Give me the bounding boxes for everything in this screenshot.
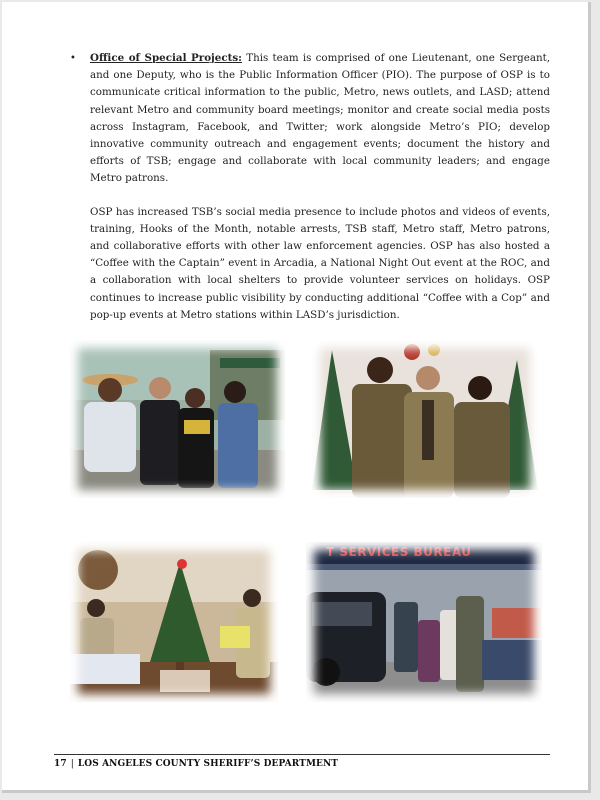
footer-org-name: LOS ANGELES COUNTY SHERIFF’S DEPARTMENT xyxy=(77,759,339,769)
body-text xyxy=(68,50,550,324)
photo-deputies-christmas xyxy=(312,340,538,498)
section-heading: Office of Special Projects: xyxy=(90,52,242,64)
document-page xyxy=(2,2,591,793)
bullet-icon: • xyxy=(70,53,76,64)
paragraph-1: This team is comprised of one Lieutenant, one Sergeant, and one Deputy, who is the Public Information Officer (PIO). The purpose of OSP is to communicate critical information to the public, Metro, news outlets, and LASD; attend relevant Metro and community board meetings; monitor and create social media posts across Instagram, Facebook, and Twitter; work alongside Metro’s PIO; develop innovative community outreach and engagement events; document the history and efforts of TSB; engage and collaborate with local community leaders; and engage Metro patrons. xyxy=(90,52,551,185)
footer-separator: | xyxy=(70,759,74,769)
page-number: 17 xyxy=(54,759,67,769)
footer-divider xyxy=(54,754,550,755)
photo-banner-text: T SERVICES BUREAU xyxy=(326,545,472,559)
paragraph-2: OSP has increased TSB’s social media presence to include photos and videos of events, training, Hooks of the Month, notable arrests, TSB staff, Metro staff, Metro patrons, and collaborative efforts with other law enforcement agencies. OSP has also hosted a “Coffee with the Captain” event in Arcadia, a National Night Out event at the ROC, and a collaboration with local shelters to provide volunteer services on holidays. OSP continues to increase public visibility by conducting additional “Coffee with a Cop” and pop-up events at Metro stations within LASD’s jurisdiction. xyxy=(90,205,550,321)
photo-toy-drive xyxy=(70,542,278,702)
photo-outreach-event xyxy=(306,542,542,702)
photo-outdoor-group xyxy=(70,340,285,498)
bullet-item xyxy=(68,50,550,188)
page-footer xyxy=(54,759,338,769)
